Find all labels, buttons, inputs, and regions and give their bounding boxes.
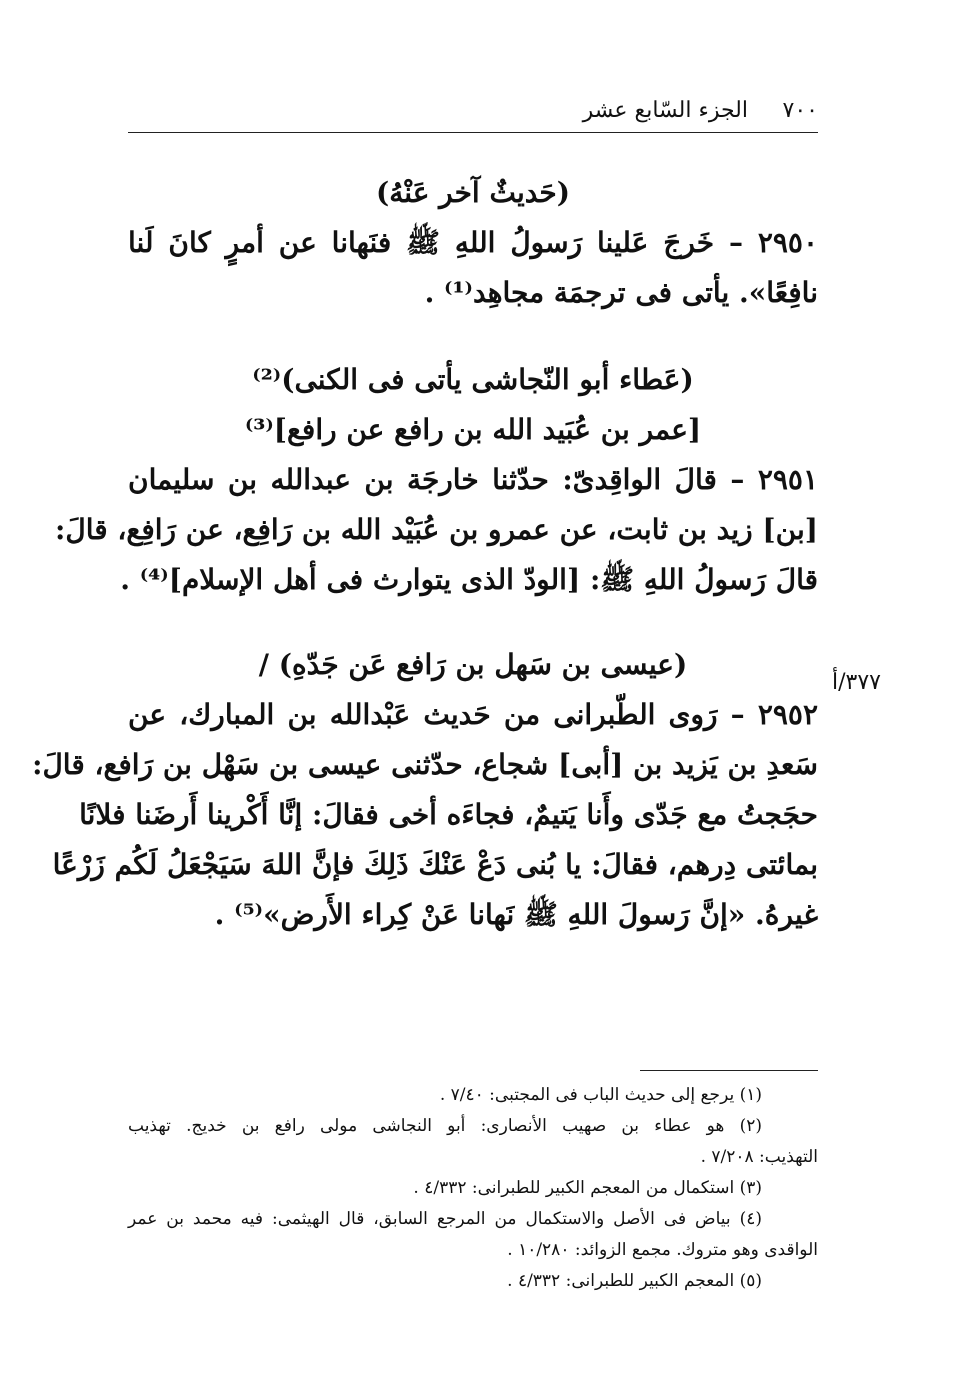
text-line: ٢٩٥١ – قالَ الواقِدىّ: حدّثنا خارجَة بن عبدالله بن سليمان [128,463,818,496]
footnote: (٣) استكمال من المعجم الكبير للطبرانى: ٤/٣٣٢ . [413,1178,762,1198]
section-subheading: [عمر بن عُبَيد الله بن رافع عن رافع]⁽³⁾ [244,413,702,446]
page-number: ٧٠٠ [782,98,818,123]
part-title: الجزء السّابع عشر [582,98,748,123]
text-line: ٢٩٥٠ – خَرجَ عَلينا رَسولُ اللهِ ﷺ فنَهانا عن أمرٍ كانَ لَنا [128,226,818,259]
footnote-continuation: الواقدى وهو متروك. مجمع الزوائد: ١٠/٢٨٠ . [507,1240,818,1260]
folio-marker: ٣٧٧/أ [832,670,881,695]
text-line: غيرهُ. «إنَّ رَسولَ اللهِ ﷺ نَهانا عَنْ كِراء الأَرض»⁽⁵⁾ . [214,898,818,931]
text-line: بمائتى دِرهم، فقالَ: يا بُنى دَعْ عَنْكَ ذَلِكَ فإنَّ اللهَ سَيَجْعَلُ لَكُم زَرْعًا [52,848,818,881]
footnote-continuation: التهذيب: ٧/٢٠٨ . [700,1147,818,1167]
hadith-2952 [32,640,818,940]
text-line: قالَ رَسولُ اللهِ ﷺ: [الودّ الذى يتوارث فى أهل الإسلام]⁽⁴⁾ . [120,563,818,596]
footnote: (١) يرجع إلى حديث الباب فى المجتبى: ٧/٤٠ . [439,1085,762,1105]
section-heading: (عيسى بن سَهل بن رَافع عَن جَدّهِ) / [258,648,688,681]
text-line: سَعدِ بن يَزيد بن [أبى] شجاع، حدّثنى عيسى بن سَهْل بن رَافع، قالَ: [32,748,818,781]
text-line: حجَجتُ مع جَدّى وأَنا يَتيمٌ، فجاءَه أخى فقالَ: إنَّا أَكْرينا أَرضَنا فلانًا [79,798,818,831]
hadith-2950 [128,168,818,318]
running-header [128,96,818,130]
section-heading: (حَديثٌ آخر عَنْهُ) [376,176,570,209]
footnote: (٤) بياض فى الأصل والاستكمال من المرجع السابق، قال الهيثمى: فيه محمد بن عمر [128,1209,762,1229]
footnote-rule [640,1070,818,1071]
footnotes [128,1080,818,1297]
footnote: (٥) المعجم الكبير للطبرانى: ٤/٣٣٢ . [507,1271,762,1291]
text-line: ٢٩٥٢ – رَوى الطّبرانى من حَديث عَبْدالله بن المبارك، عن [128,698,818,731]
text-line: نافِعًا». يأتى فى ترجمَة مجاهِد⁽¹⁾ . [424,276,818,309]
header-rule [128,132,818,133]
footnote: (٢) هو عطاء بن صهيب الأنصارى: أبو النجاشى مولى رافع بن خديج. تهذيب [128,1116,762,1136]
section-heading: (عَطاء أبو النّجاشى يأتى فى الكنى)⁽²⁾ [252,363,694,396]
hadith-2951 [55,355,818,605]
text-line: [بن] زيد بن ثابت، عن عمرو بن عُبَيْد الله بن رَافِع، عن رَافِع، قالَ: [55,513,818,546]
